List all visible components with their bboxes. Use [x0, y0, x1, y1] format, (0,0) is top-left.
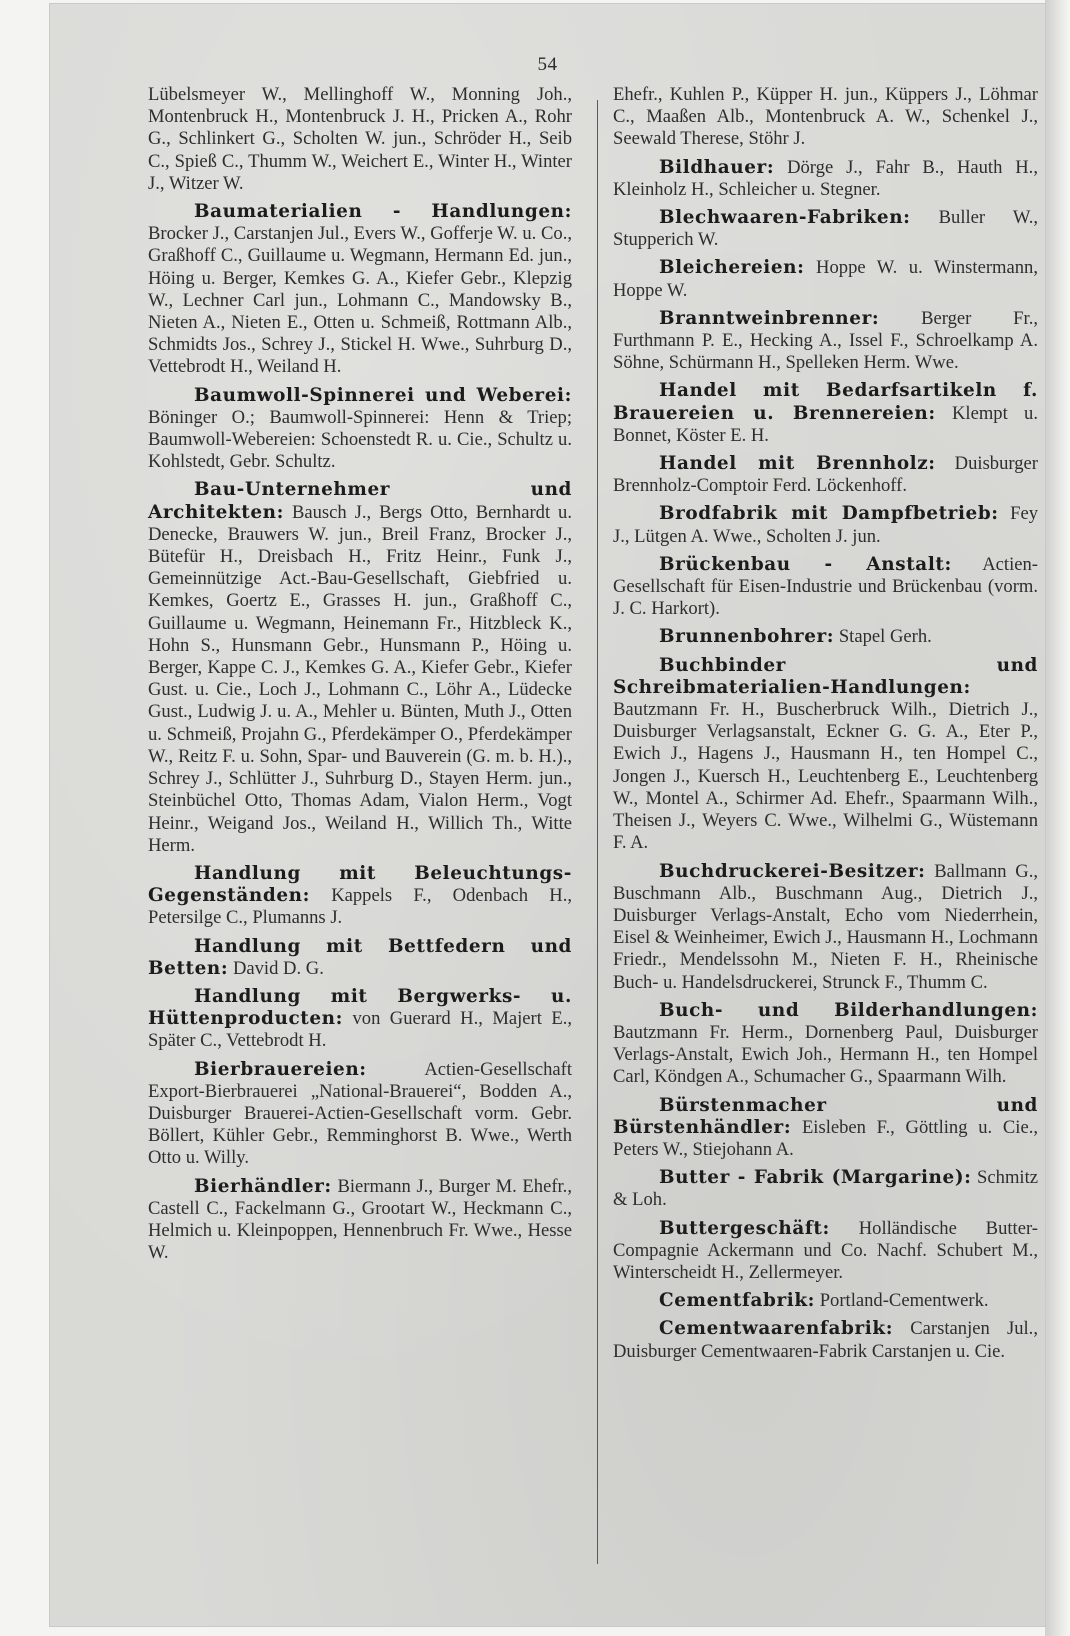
entry-names: Actien-Gesellschaft für Eisen-Industrie und Brückenbau (vorm. J. C. Harkort).: [613, 553, 1039, 620]
directory-entry: [613, 308, 1038, 375]
column-divider: [597, 100, 598, 1564]
entry-names: Ehefr., Kuhlen P., Küpper H. jun., Küppers J., Löhmar C., Maaßen Alb., Montenbruck A. W., Schenkel J., Seewald Therese, Stöhr J.: [613, 84, 1038, 150]
directory-entry: [148, 479, 572, 856]
category-heading: Buchbinder und Schreibmaterialien-Handlungen:: [613, 654, 1038, 698]
directory-entry: [613, 1095, 1038, 1162]
entry-names: Actien-Gesellschaft Export-Bierbrauerei „National-Brauerei“, Bodden A., Duisburger Brauerei-Actien-Gesellschaft vorm. Gebr. Böllert, Kühler Gebr., Remminghorst B. Wwe., Werth Otto u. Willy.: [148, 1058, 572, 1169]
category-heading: Handel mit Brennholz:: [659, 453, 936, 475]
directory-entry: [613, 157, 1038, 201]
directory-entry: [148, 863, 572, 930]
entry-names: Carstanjen Jul., Duisburger Cementwaaren-Fabrik Carstanjen u. Cie.: [613, 1318, 1038, 1362]
entry-names: Bausch J., Bergs Otto, Bernhardt u. Denecke, Brauwers W. jun., Breil Franz, Brocker J., Bütefür H., Dreisbach H., Fritz Heinr., Funk J., Gemeinnützige Act.-Bau-Gesellschaft, Giebfried u. Kemkes, Goertz E., Grasses H. jun., Graßhoff C., Guillaume u. Wegmann, Heinemann Fr., Hitzbleck K., Hohn S., Hunsmann Gebr., Hunsmann P., Höing u. Berger, Kappe C. J., Kemkes G. A., Kiefer Gebr., Kiefer Gust. u. Cie., Loch J., Lohmann C., Löhr A., Lüdecke Gust., Ludwig J. u. A., Mehler u. Bünten, Muth J., Otten u. Schmeiß, Projahn G., Pferdekämper O., Pferdekämper W., Reitz F. u. Sohn, Spar- und Bauverein (G. m. b. H.)., Schrey J., Schlütter J., Suhrburg D., Stayen Herm. jun., Steinbüchel Otto, Thomas Adam, Vialon Herm., Vogt Heinr., Weigand Jos., Weiland H., Willich Th., Witte Herm.: [148, 501, 572, 856]
directory-entry: [613, 554, 1038, 621]
category-heading: Baumwoll-Spinnerei und Weberei:: [194, 384, 572, 406]
entry-names: Böninger O.; Baumwoll-Spinnerei: Henn & Triep; Baumwoll-Webereien: Schoenstedt R. u. Cie., Schultz u. Kohlstedt, Gebr. Schultz.: [148, 406, 572, 473]
entry-names: Kappels F., Odenbach H., Petersilge C., Plumanns J.: [148, 885, 572, 929]
directory-entry: [613, 1000, 1038, 1089]
page-number: 54: [537, 54, 558, 75]
entry-names: Dörge J., Fahr B., Hauth H., Kleinholz H., Schleicher u. Stegner.: [613, 156, 1038, 200]
category-heading: Handlung mit Beleuchtungs-Gegenständen:: [148, 862, 572, 907]
category-heading: Brodfabrik mit Dampfbetrieb:: [659, 503, 999, 525]
entry-names: Biermann J., Burger M. Ehefr., Castell C., Fackelmann G., Grootart W., Heckmann C., Helmich u. Kleinpoppen, Hennenbruch Fr. Wwe., Hesse W.: [148, 1175, 572, 1264]
category-heading: Brückenbau - Anstalt:: [659, 553, 952, 575]
entry-names: Stapel Gerh.: [838, 626, 932, 648]
category-heading: Bierhändler:: [194, 1175, 332, 1197]
category-heading: Buch- und Bilderhandlungen:: [659, 999, 1038, 1021]
directory-page: [50, 4, 1045, 1626]
directory-entry: [613, 1290, 1038, 1312]
directory-entry: [613, 380, 1038, 447]
category-heading: Handlung mit Bettfedern und Betten:: [148, 935, 572, 979]
directory-entry: [148, 1059, 572, 1170]
directory-entry: [148, 1176, 572, 1265]
directory-entry: [613, 1167, 1038, 1211]
entry-names: Eisleben F., Göttling u. Cie., Peters W., Stiejohann A.: [613, 1116, 1038, 1160]
category-heading: Cementwaarenfabrik:: [659, 1318, 894, 1340]
category-heading: Buttergeschäft:: [659, 1217, 830, 1239]
directory-entry: [148, 84, 572, 195]
directory-entry: [613, 626, 1038, 648]
directory-entry: [613, 861, 1038, 994]
entry-names: Schmitz & Loh.: [613, 1167, 1038, 1211]
entry-names: Brocker J., Carstanjen Jul., Evers W., Gofferje W. u. Co., Graßhoff C., Guillaume u. Wegmann, Hermann Ed. jun., Höing u. Berger, Kemkes G. A., Kiefer Gebr., Klepzig W., Lechner Carl jun., Lohmann C., Mandowsky B., Nieten A., Nieten E., Otten u. Schmeiß, Rottmann Alb., Schmidts Jos., Schrey J., Stickel H. Wwe., Suhrburg D., Vettebrodt H., Weiland H.: [148, 223, 572, 378]
directory-entry: [148, 936, 572, 980]
category-heading: Bleichereien:: [659, 257, 805, 279]
category-heading: Branntweinbrenner:: [659, 307, 880, 329]
left-column: [148, 84, 572, 1270]
right-column: [613, 84, 1038, 1369]
category-heading: Cementfabrik:: [659, 1290, 816, 1312]
category-heading: Buchdruckerei-Besitzer:: [659, 860, 926, 882]
directory-entry: [613, 1318, 1038, 1362]
entry-names: Holländische Butter-Compagnie Ackermann und Co. Nachf. Schubert M., Winterscheidt H., Zellermeyer.: [613, 1217, 1038, 1283]
directory-entry: [148, 986, 572, 1053]
directory-entry: [148, 385, 572, 474]
entry-names: von Guerard H., Majert E., Später C., Vettebrodt H.: [148, 1008, 572, 1052]
directory-entry: [148, 201, 572, 379]
entry-names: David D. G.: [232, 957, 324, 979]
entry-names: Hoppe W. u. Winstermann, Hoppe W.: [613, 257, 1038, 301]
category-heading: Handel mit Bedarfsartikeln f. Brauereien u. Brennereien:: [613, 380, 1038, 424]
directory-entry: [613, 1218, 1038, 1285]
directory-entry: [613, 453, 1038, 497]
category-heading: Butter - Fabrik (Margarine):: [659, 1167, 972, 1189]
category-heading: Brunnenbohrer:: [659, 626, 835, 648]
entry-names: Ballmann G., Buschmann Alb., Buschmann Aug., Dietrich J., Duisburger Verlags-Anstalt, Echo vom Niederrhein, Eisel & Weinheimer, Ewich J., Hausmann H., Lochmann Friedr., Mendelssohn M., Nieten F. H., Rheinische Buch- u. Handelsdruckerei, Strunck F., Thumm C.: [613, 860, 1038, 993]
directory-entry: [613, 503, 1038, 547]
entry-names: Buller W., Stupperich W.: [613, 207, 1038, 251]
directory-entry: [613, 84, 1038, 151]
entry-names: Bautzmann Fr. Herm., Dornenberg Paul, Duisburger Verlags-Anstalt, Ewich Joh., Hermann H., ten Hompel Carl, Köndgen A., Schumacher G., Spaarmann Wilh.: [613, 1021, 1038, 1088]
category-heading: Baumaterialien - Handlungen:: [194, 201, 572, 223]
page-edge: [1045, 0, 1070, 1636]
entry-names: Lübelsmeyer W., Mellinghoff W., Monning Joh., Montenbruck H., Montenbruck J. H., Pricken A., Rohr G., Schlinkert G., Scholten W. jun., Schröder H., Seib C., Spieß C., Thumm W., Weichert E., Winter H., Winter J., Witzer W.: [148, 84, 572, 194]
directory-entry: [613, 207, 1038, 251]
entry-names: Bautzmann Fr. H., Buscherbruck Wilh., Dietrich J., Duisburger Verlagsanstalt, Eckner G. G. A., Eter P., Ewich J., Hagens J., Hausmann H., ten Hompel C., Jongen J., Kuersch H., Leuchtenberg E., Leuchtenberg W., Montel A., Schirmer Ad. Ehefr., Spaarmann Wilh., Theisen J., Weyers C. Wwe., Wilhelmi G., Wüstemann F. A.: [613, 699, 1038, 854]
category-heading: Bildhauer:: [659, 156, 775, 178]
entry-names: Klempt u. Bonnet, Köster E. H.: [613, 402, 1038, 446]
entry-names: Duisburger Brennholz-Comptoir Ferd. Löckenhoff.: [613, 453, 1038, 497]
category-heading: Bürstenmacher und Bürstenhändler:: [613, 1094, 1038, 1138]
category-heading: Bau-Unternehmer und Architekten:: [148, 479, 572, 523]
entry-names: Fey J., Lütgen A. Wwe., Scholten J. jun.: [613, 503, 1038, 547]
category-heading: Bierbrauereien:: [194, 1058, 367, 1080]
directory-entry: [613, 257, 1038, 301]
directory-entry: [613, 655, 1038, 855]
entry-names: Portland-Cementwerk.: [819, 1290, 989, 1312]
entry-names: Berger Fr., Furthmann P. E., Hecking A., Issel F., Schroelkamp A. Söhne, Schürmann H., Spelleken Herm. Wwe.: [613, 307, 1038, 374]
category-heading: Blechwaaren-Fabriken:: [659, 207, 911, 229]
category-heading: Handlung mit Bergwerks- u. Hüttenproducten:: [148, 985, 572, 1030]
